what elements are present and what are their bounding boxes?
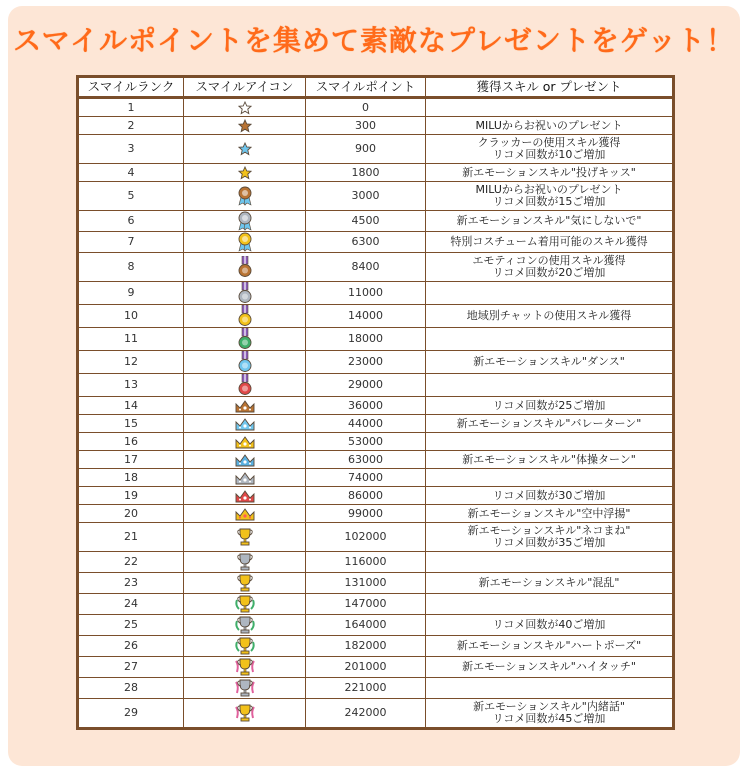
icon-cell	[184, 182, 306, 211]
medal-gold-icon	[238, 305, 252, 327]
star-bronze-icon	[238, 119, 252, 133]
rank-cell: 5	[78, 182, 184, 211]
reward-cell	[426, 552, 674, 573]
points-cell: 44000	[306, 415, 426, 433]
table-row	[78, 98, 674, 117]
points-cell: 131000	[306, 573, 426, 594]
reward-line: 地域別チャットの使用スキル獲得	[466, 309, 632, 322]
points-cell: 36000	[306, 397, 426, 415]
rank-cell: 9	[78, 282, 184, 305]
rank-cell: 28	[78, 678, 184, 699]
table-row	[78, 328, 674, 351]
rank-cell: 29	[78, 699, 184, 729]
rosette-bronze-icon	[237, 186, 253, 206]
rank-cell: 25	[78, 615, 184, 636]
points-cell: 18000	[306, 328, 426, 351]
icon-cell	[184, 451, 306, 469]
reward-line: 新エモーションスキル"ネコまね"	[467, 524, 631, 537]
rank-cell: 11	[78, 328, 184, 351]
table-row	[78, 351, 674, 374]
icon-cell	[184, 573, 306, 594]
points-cell: 0	[306, 98, 426, 117]
reward-cell	[426, 636, 674, 657]
points-cell: 23000	[306, 351, 426, 374]
table-row	[78, 594, 674, 615]
crown-jewel-icon	[235, 453, 255, 467]
points-cell: 201000	[306, 657, 426, 678]
header-points: スマイルポイント	[306, 77, 426, 98]
table-row	[78, 469, 674, 487]
table-row	[78, 415, 674, 433]
points-cell: 221000	[306, 678, 426, 699]
rank-cell: 15	[78, 415, 184, 433]
icon-cell	[184, 678, 306, 699]
table-row	[78, 282, 674, 305]
points-cell: 4500	[306, 211, 426, 232]
medal-blue-icon	[238, 351, 252, 373]
table-row	[78, 253, 674, 282]
icon-cell	[184, 433, 306, 451]
icon-cell	[184, 397, 306, 415]
rank-cell: 2	[78, 117, 184, 135]
icon-cell	[184, 211, 306, 232]
table-row	[78, 552, 674, 573]
icon-cell	[184, 699, 306, 729]
reward-line: リコメ回数が35ご増加	[492, 536, 606, 549]
points-cell: 1800	[306, 164, 426, 182]
points-cell: 900	[306, 135, 426, 164]
reward-line: 新エモーションスキル"内緒話"	[473, 700, 625, 713]
icon-cell	[184, 351, 306, 374]
rank-cell: 26	[78, 636, 184, 657]
reward-line: 特別コスチューム着用可能のスキル獲得	[450, 235, 648, 248]
table-row	[78, 232, 674, 253]
points-cell: 63000	[306, 451, 426, 469]
points-cell: 102000	[306, 523, 426, 552]
trophy-ribbon-gold-icon	[235, 703, 255, 723]
rank-cell: 7	[78, 232, 184, 253]
table-row	[78, 374, 674, 397]
rank-cell: 12	[78, 351, 184, 374]
reward-line: リコメ回数が45ご増加	[492, 712, 606, 725]
table-row	[78, 505, 674, 523]
reward-line: 新エモーションスキル"混乱"	[478, 576, 620, 589]
reward-line: 新エモーションスキル"体操ターン"	[462, 452, 636, 466]
points-cell: 14000	[306, 305, 426, 328]
medal-green-icon	[238, 328, 252, 350]
reward-cell	[426, 594, 674, 615]
reward-cell	[426, 135, 674, 164]
crown-gold-icon	[235, 435, 255, 449]
rank-cell: 3	[78, 135, 184, 164]
reward-line: MILUからお祝いのプレゼント	[475, 183, 623, 196]
trophy-ribbon-gold-icon	[235, 657, 255, 677]
rank-cell: 16	[78, 433, 184, 451]
points-cell: 182000	[306, 636, 426, 657]
reward-line: エモティコンの使用スキル獲得	[472, 254, 626, 267]
reward-cell	[426, 505, 674, 523]
trophy-ribbon-silver-icon	[235, 678, 255, 698]
reward-cell	[426, 451, 674, 469]
reward-cell	[426, 328, 674, 351]
points-cell: 99000	[306, 505, 426, 523]
table-row	[78, 182, 674, 211]
header-reward: 獲得スキル or プレゼント	[426, 77, 674, 98]
points-cell: 86000	[306, 487, 426, 505]
table-row	[78, 699, 674, 729]
star-gold-icon	[238, 166, 252, 180]
reward-cell	[426, 415, 674, 433]
header-icon: スマイルアイコン	[184, 77, 306, 98]
rank-cell: 24	[78, 594, 184, 615]
icon-cell	[184, 657, 306, 678]
icon-cell	[184, 415, 306, 433]
reward-cell	[426, 615, 674, 636]
trophy-laurel-gold-icon	[235, 594, 255, 614]
rank-cell: 8	[78, 253, 184, 282]
page-heading: スマイルポイントを集めて素敵なプレゼントをゲット！	[13, 24, 735, 57]
reward-cell	[426, 699, 674, 729]
points-cell: 3000	[306, 182, 426, 211]
reward-line: リコメ回数が10ご増加	[492, 148, 606, 161]
reward-line: 新エモーションスキル"気にしないで"	[456, 214, 642, 227]
icon-cell	[184, 305, 306, 328]
medal-red-icon	[238, 374, 252, 396]
rank-cell: 22	[78, 552, 184, 573]
reward-cell	[426, 182, 674, 211]
table-row	[78, 636, 674, 657]
reward-line: 新エモーションスキル"投げキッス"	[462, 165, 636, 179]
trophy-silver-icon	[235, 552, 255, 572]
reward-cell	[426, 469, 674, 487]
rank-cell: 27	[78, 657, 184, 678]
table-row	[78, 615, 674, 636]
trophy-gold-icon	[235, 573, 255, 593]
reward-line: クラッカーの使用スキル獲得	[477, 136, 621, 149]
rank-cell: 21	[78, 523, 184, 552]
trophy-laurel-silver-icon	[235, 615, 255, 635]
reward-cell	[426, 487, 674, 505]
rosette-gold-icon	[237, 232, 253, 252]
reward-cell	[426, 117, 674, 135]
icon-cell	[184, 282, 306, 305]
table-row	[78, 211, 674, 232]
reward-line: 新エモーションスキル"ハイタッチ"	[462, 660, 636, 673]
points-cell: 6300	[306, 232, 426, 253]
reward-cell	[426, 657, 674, 678]
table-row	[78, 135, 674, 164]
points-cell: 53000	[306, 433, 426, 451]
icon-cell	[184, 469, 306, 487]
reward-cell	[426, 573, 674, 594]
reward-line: リコメ回数が15ご増加	[492, 195, 606, 208]
reward-cell	[426, 164, 674, 182]
icon-cell	[184, 328, 306, 351]
reward-cell	[426, 397, 674, 415]
reward-line: MILUからお祝いのプレゼント	[475, 118, 623, 132]
rank-cell: 13	[78, 374, 184, 397]
points-cell: 147000	[306, 594, 426, 615]
icon-cell	[184, 164, 306, 182]
reward-cell	[426, 282, 674, 305]
table-row	[78, 657, 674, 678]
reward-line: 新エモーションスキル"ハートポーズ"	[456, 639, 642, 652]
points-cell: 116000	[306, 552, 426, 573]
rank-cell: 19	[78, 487, 184, 505]
icon-cell	[184, 374, 306, 397]
points-cell: 300	[306, 117, 426, 135]
reward-cell	[426, 232, 674, 253]
points-cell: 74000	[306, 469, 426, 487]
icon-cell	[184, 487, 306, 505]
reward-line: リコメ回数が30ご増加	[492, 488, 606, 502]
smile-rank-table	[76, 75, 675, 730]
reward-line: リコメ回数が20ご増加	[492, 266, 606, 279]
crown-star-icon	[235, 507, 255, 521]
reward-line: 新エモーションスキル"バレーターン"	[456, 416, 642, 430]
rank-cell: 23	[78, 573, 184, 594]
points-cell: 164000	[306, 615, 426, 636]
points-cell: 11000	[306, 282, 426, 305]
table-row	[78, 305, 674, 328]
rank-cell: 17	[78, 451, 184, 469]
crown-red-icon	[235, 489, 255, 503]
table-row	[78, 451, 674, 469]
trophy-gold-icon	[235, 527, 255, 547]
table-row	[78, 433, 674, 451]
crown-silver-icon	[235, 471, 255, 485]
star-blue-icon	[238, 142, 252, 156]
points-cell: 29000	[306, 374, 426, 397]
table-header-row	[78, 77, 674, 98]
icon-cell	[184, 117, 306, 135]
reward-cell	[426, 678, 674, 699]
table-row	[78, 164, 674, 182]
points-cell: 8400	[306, 253, 426, 282]
star-outline-icon	[238, 101, 252, 115]
icon-cell	[184, 523, 306, 552]
medal-silver-icon	[238, 282, 252, 304]
crown-blue-icon	[235, 417, 255, 431]
reward-cell	[426, 305, 674, 328]
header-rank: スマイルランク	[78, 77, 184, 98]
reward-cell	[426, 374, 674, 397]
trophy-laurel-gold-icon	[235, 636, 255, 656]
icon-cell	[184, 552, 306, 573]
table-row	[78, 117, 674, 135]
rank-cell: 18	[78, 469, 184, 487]
reward-cell	[426, 98, 674, 117]
reward-line: リコメ回数が25ご増加	[492, 398, 606, 412]
reward-line: 新エモーションスキル"ダンス"	[473, 355, 625, 368]
icon-cell	[184, 253, 306, 282]
reward-cell	[426, 523, 674, 552]
table-row	[78, 487, 674, 505]
rank-cell: 10	[78, 305, 184, 328]
rosette-silver-icon	[237, 211, 253, 231]
table-row	[78, 523, 674, 552]
icon-cell	[184, 232, 306, 253]
icon-cell	[184, 636, 306, 657]
reward-cell	[426, 351, 674, 374]
icon-cell	[184, 615, 306, 636]
reward-cell	[426, 253, 674, 282]
icon-cell	[184, 98, 306, 117]
table-row	[78, 573, 674, 594]
rank-cell: 4	[78, 164, 184, 182]
rank-cell: 6	[78, 211, 184, 232]
table-row	[78, 397, 674, 415]
icon-cell	[184, 594, 306, 615]
rank-cell: 1	[78, 98, 184, 117]
points-cell: 242000	[306, 699, 426, 729]
icon-cell	[184, 135, 306, 164]
rank-cell: 14	[78, 397, 184, 415]
crown-bronze-icon	[235, 399, 255, 413]
reward-line: 新エモーションスキル"空中浮揚"	[467, 506, 631, 520]
medal-bronze-icon	[238, 256, 252, 278]
reward-cell	[426, 211, 674, 232]
reward-line: リコメ回数が40ご増加	[492, 618, 606, 631]
rank-cell: 20	[78, 505, 184, 523]
icon-cell	[184, 505, 306, 523]
table-row	[78, 678, 674, 699]
reward-cell	[426, 433, 674, 451]
